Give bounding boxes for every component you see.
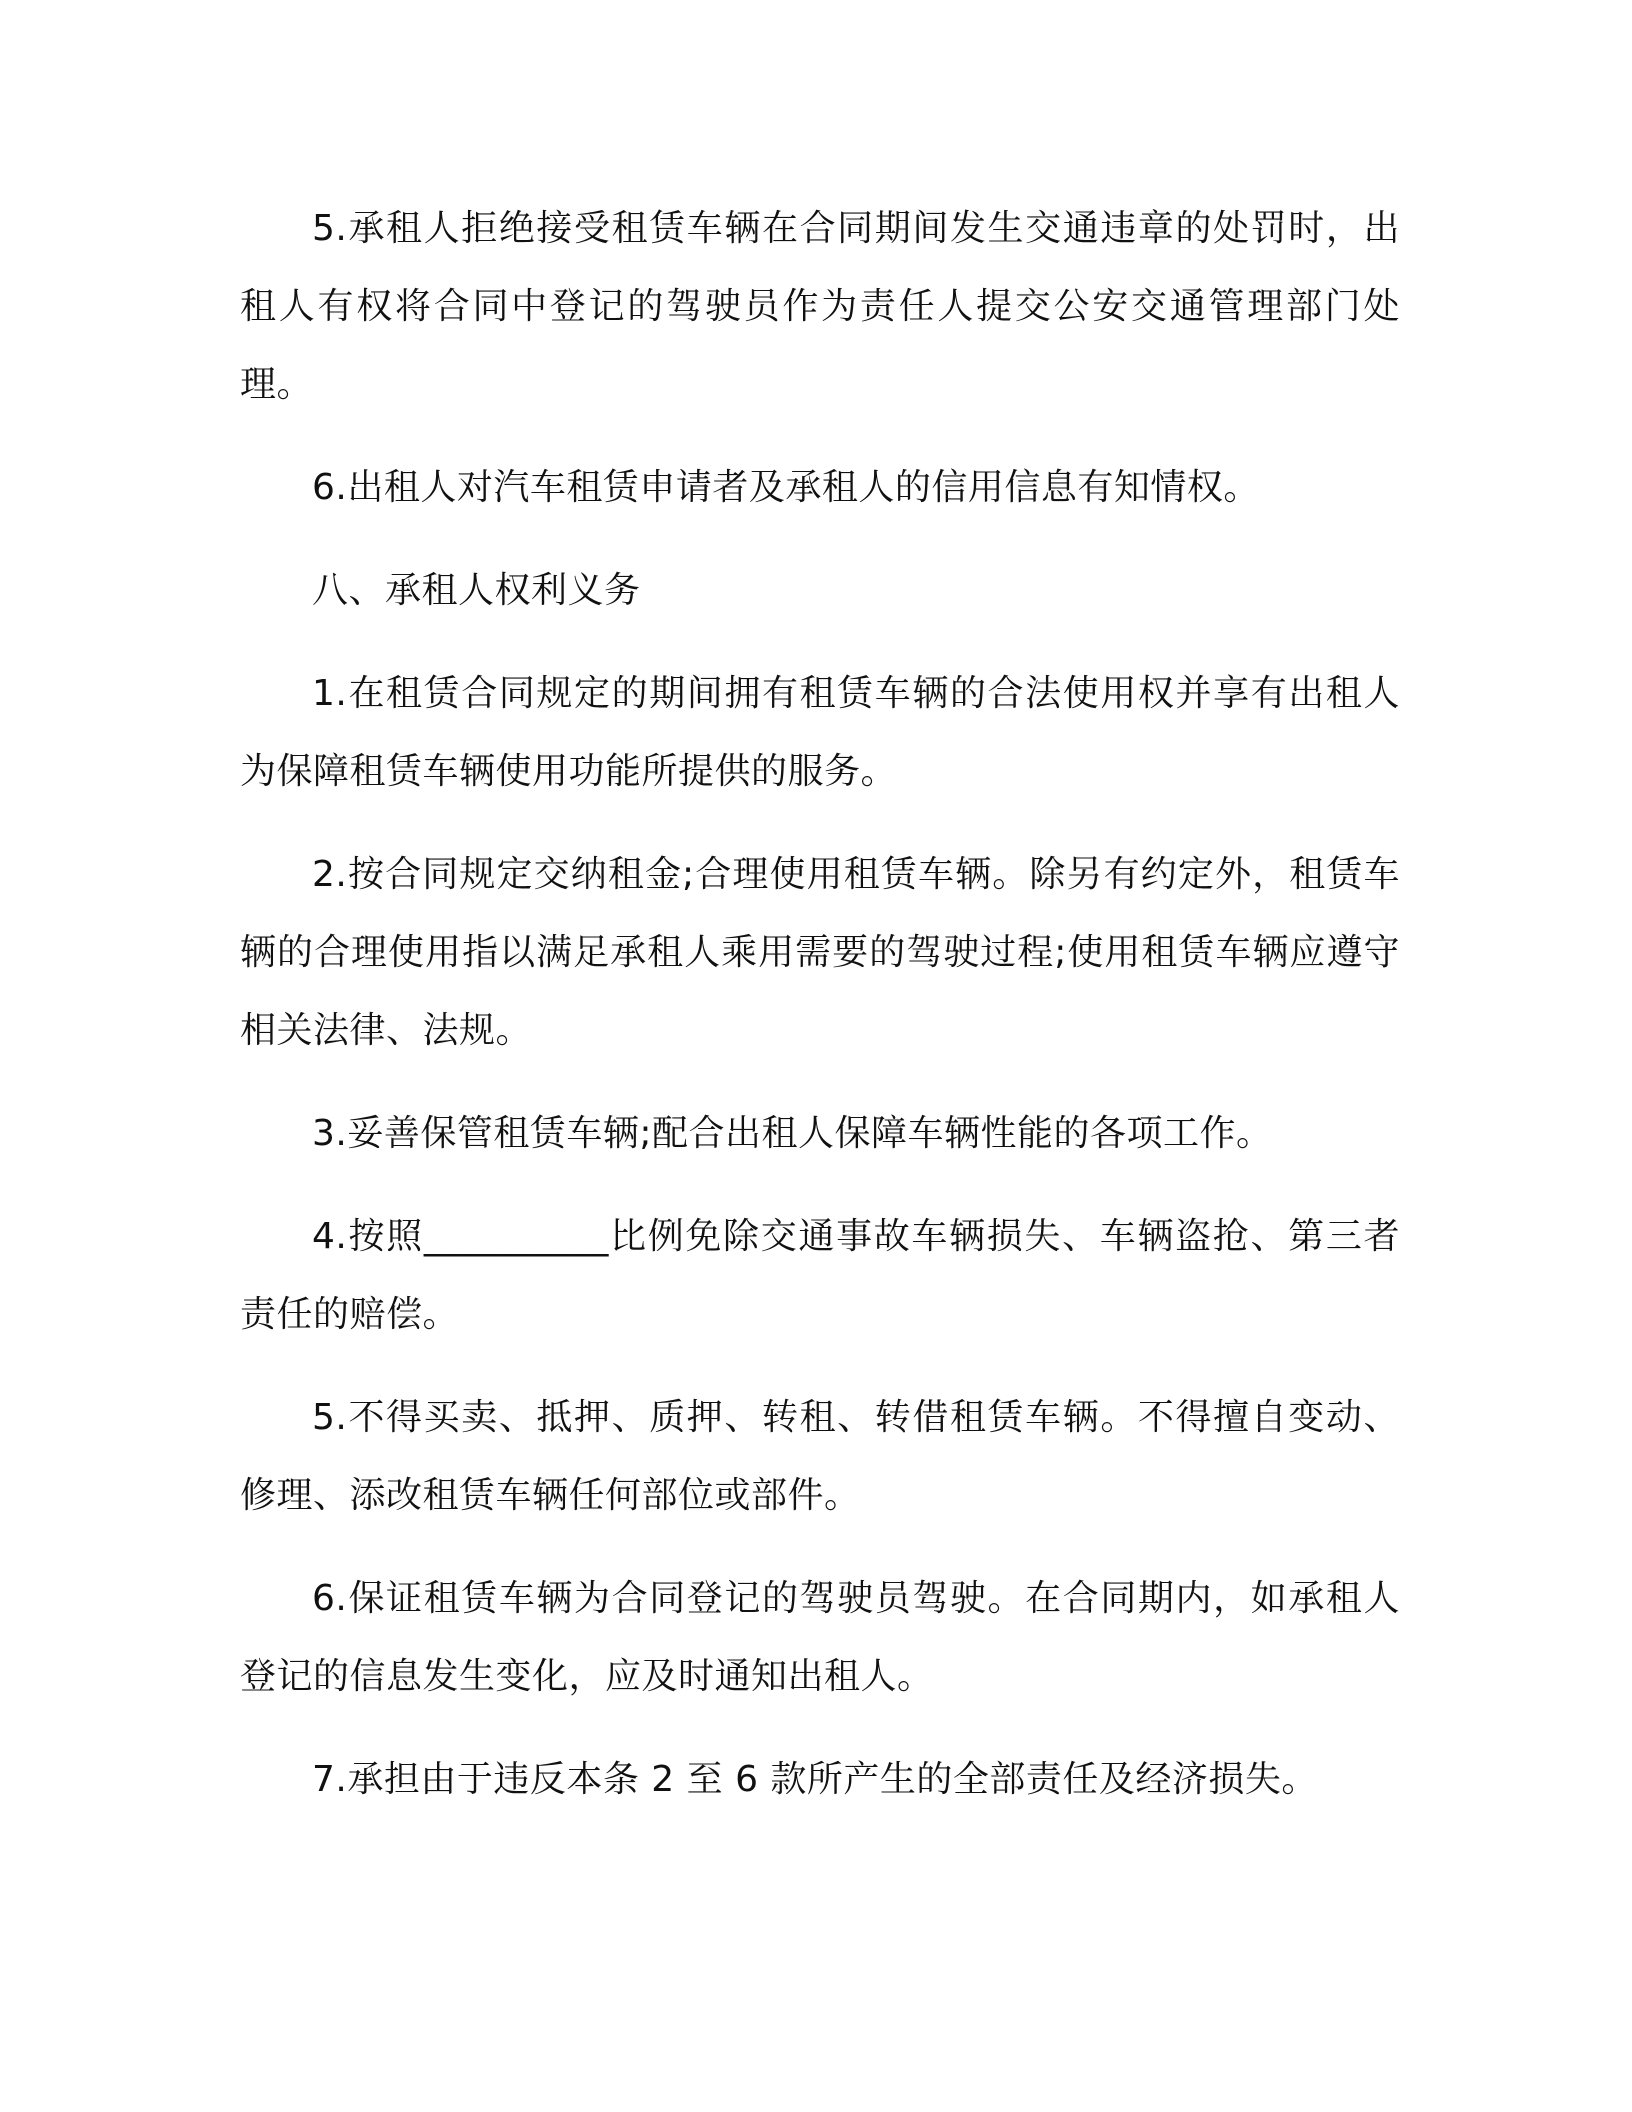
clause-lessee-2: 2.按合同规定交纳租金;合理使用租赁车辆。除另有约定外，租赁车辆的合理使用指以满足承租人乘用需要的驾驶过程;使用租赁车辆应遵守相关法律、法规。 [240,854,1400,1051]
clause-lessee-4: 4.按照__________比例免除交通事故车辆损失、车辆盗抢、第三者责任的赔偿。 [240,1216,1400,1335]
clause-lessee-6: 6.保证租赁车辆为合同登记的驾驶员驾驶。在合同期内，如承租人登记的信息发生变化，应及时通知出租人。 [240,1578,1400,1697]
clause-lessor-5: 5.承租人拒绝接受租赁车辆在合同期间发生交通违章的处罚时，出租人有权将合同中登记的驾驶员作为责任人提交公安交通管理部门处理。 [240,208,1400,405]
section-heading-lessee-rights: 八、承租人权利义务 [312,570,641,611]
clause-lessor-6: 6.出租人对汽车租赁申请者及承租人的信用信息有知情权。 [312,467,1260,508]
clause-lessee-1: 1.在租赁合同规定的期间拥有租赁车辆的合法使用权并享有出租人为保障租赁车辆使用功能所提供的服务。 [240,673,1400,792]
clause-lessee-3: 3.妥善保管租赁车辆;配合出租人保障车辆性能的各项工作。 [312,1113,1273,1154]
document-page [240,190,1400,1844]
clause-lessee-5: 5.不得买卖、抵押、质押、转租、转借租赁车辆。不得擅自变动、修理、添改租赁车辆任何部位或部件。 [240,1397,1400,1516]
clause-lessee-7: 7.承担由于违反本条 2 至 6 款所产生的全部责任及经济损失。 [312,1759,1318,1800]
